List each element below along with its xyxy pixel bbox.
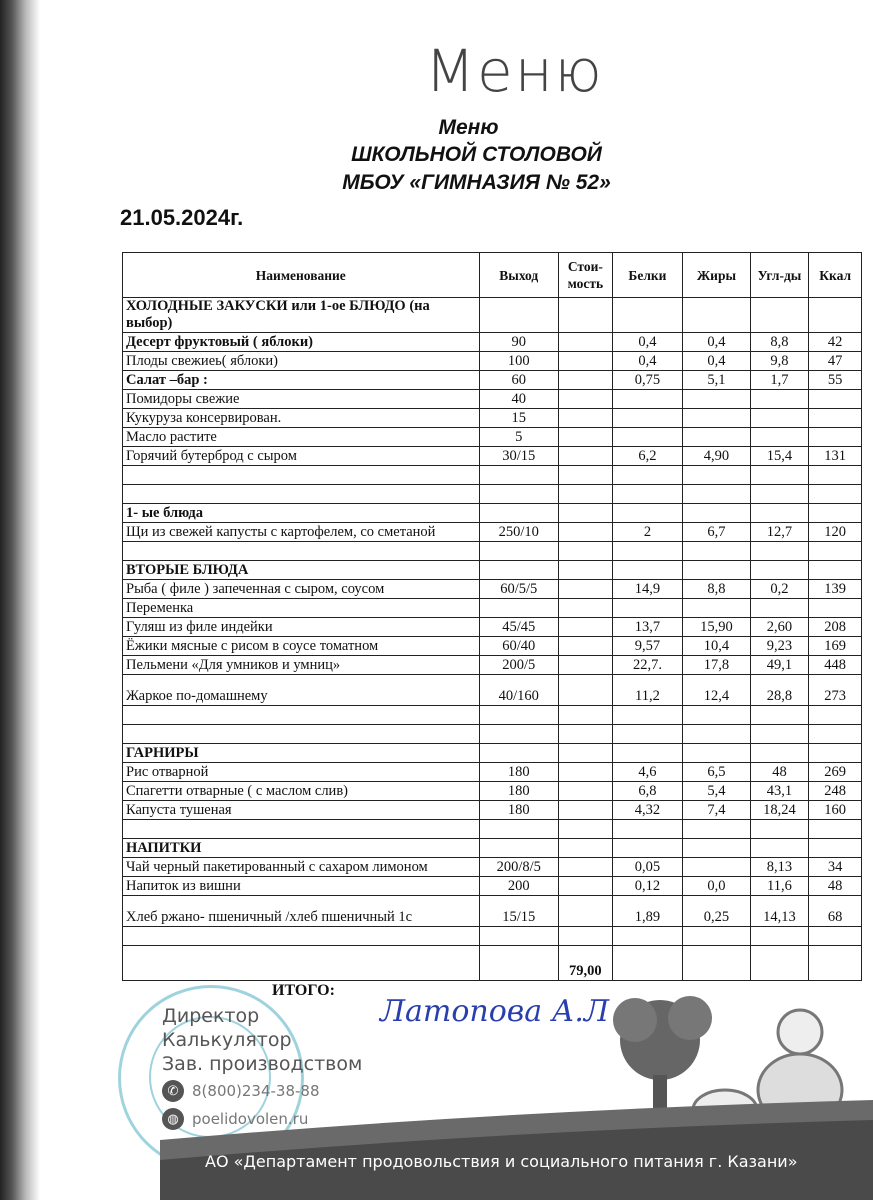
cell-cost: [558, 618, 612, 637]
cell-cost: [558, 485, 612, 504]
cell-cost: [558, 896, 612, 927]
cell-fat: 7,4: [683, 801, 751, 820]
cell-kcal: 68: [809, 896, 862, 927]
cell-kcal: 42: [809, 333, 862, 352]
cell-carbs: [750, 409, 809, 428]
cell-kcal: 269: [809, 763, 862, 782]
table-row: [123, 352, 862, 371]
cell-output: 60/40: [479, 637, 558, 656]
table-row: [123, 656, 862, 675]
cell-cost: [558, 352, 612, 371]
cell-protein: [612, 542, 682, 561]
cell-fat: [683, 706, 751, 725]
roles-list: [162, 1004, 362, 1076]
cell-carbs: 49,1: [750, 656, 809, 675]
cell-fat: 17,8: [683, 656, 751, 675]
cell-protein: 0,12: [612, 877, 682, 896]
cell-output: 30/15: [479, 447, 558, 466]
cell-protein: 0,05: [612, 858, 682, 877]
cell-kcal: 48: [809, 877, 862, 896]
cell-cost: [558, 706, 612, 725]
table-row: [123, 561, 862, 580]
menu-date: 21.05.2024г.: [120, 205, 244, 230]
header-output: Выход: [479, 253, 558, 298]
table-row: [123, 725, 862, 744]
cell-protein: [612, 599, 682, 618]
cell-name: Плоды свежиеь( яблоки): [123, 352, 480, 371]
cell-cost: [558, 333, 612, 352]
cell-output: [479, 927, 558, 946]
cell-carbs: [750, 542, 809, 561]
header-protein: Белки: [612, 253, 682, 298]
table-row: [123, 298, 862, 333]
cell-kcal: 139: [809, 580, 862, 599]
globe-icon: ◍: [162, 1108, 184, 1130]
cell-name: [123, 927, 480, 946]
cell-name: Жаркое по-домашнему: [123, 675, 480, 706]
menu-table: [122, 252, 862, 981]
cell-kcal: 448: [809, 656, 862, 675]
cell-cost: [558, 298, 612, 333]
cell-name: Щи из свежей капусты с картофелем, со сметаной: [123, 523, 480, 542]
cell-carbs: [750, 561, 809, 580]
total-label: ИТОГО:: [272, 982, 335, 999]
cell-cost: [558, 523, 612, 542]
table-row: [123, 858, 862, 877]
cell-carbs: [750, 485, 809, 504]
cell-kcal: 273: [809, 675, 862, 706]
cell-kcal: [809, 946, 862, 981]
cell-carbs: 8,8: [750, 333, 809, 352]
cell-carbs: 28,8: [750, 675, 809, 706]
cell-cost: [558, 656, 612, 675]
cell-output: [479, 744, 558, 763]
cell-kcal: [809, 485, 862, 504]
cell-cost: [558, 542, 612, 561]
cell-carbs: [750, 599, 809, 618]
cell-protein: 14,9: [612, 580, 682, 599]
cell-protein: [612, 561, 682, 580]
footer-band: [160, 1100, 873, 1200]
cell-protein: [612, 298, 682, 333]
cell-name: Кукуруза консервирован.: [123, 409, 480, 428]
cell-protein: [612, 946, 682, 981]
cell-protein: 6,2: [612, 447, 682, 466]
cell-fat: 15,90: [683, 618, 751, 637]
cell-name: Рис отварной: [123, 763, 480, 782]
cell-cost: [558, 504, 612, 523]
cell-kcal: 208: [809, 618, 862, 637]
table-row: [123, 706, 862, 725]
cell-cost: [558, 466, 612, 485]
role-director: Директор: [162, 1005, 260, 1027]
cell-output: [479, 561, 558, 580]
table-row: [123, 466, 862, 485]
table-row: [123, 333, 862, 352]
cell-kcal: 160: [809, 801, 862, 820]
cell-fat: [683, 298, 751, 333]
table-row: [123, 580, 862, 599]
cell-output: [479, 706, 558, 725]
cell-output: 180: [479, 763, 558, 782]
role-calculator: Калькулятор: [162, 1029, 292, 1051]
cell-protein: 0,4: [612, 333, 682, 352]
cell-cost: [558, 801, 612, 820]
table-row: [123, 428, 862, 447]
cell-output: [479, 725, 558, 744]
cell-cost: [558, 877, 612, 896]
cell-carbs: 9,8: [750, 352, 809, 371]
header-fat: Жиры: [683, 253, 751, 298]
cell-protein: [612, 390, 682, 409]
cell-output: [479, 599, 558, 618]
cell-carbs: 9,23: [750, 637, 809, 656]
cell-cost: [558, 782, 612, 801]
table-row: [123, 744, 862, 763]
cell-cost: [558, 409, 612, 428]
cell-carbs: [750, 744, 809, 763]
table-row: [123, 782, 862, 801]
cell-kcal: 248: [809, 782, 862, 801]
cell-kcal: 34: [809, 858, 862, 877]
cell-fat: 6,5: [683, 763, 751, 782]
table-row: [123, 371, 862, 390]
cell-name: Салат –бар :: [123, 371, 480, 390]
table-row: [123, 946, 862, 981]
cell-kcal: [809, 706, 862, 725]
cell-fat: [683, 725, 751, 744]
cell-cost: [558, 927, 612, 946]
cell-name: Гуляш из филе индейки: [123, 618, 480, 637]
cell-carbs: 14,13: [750, 896, 809, 927]
cell-kcal: [809, 839, 862, 858]
cell-name: [123, 542, 480, 561]
footer-organization: АО «Департамент продовольствия и социального питания г. Казани»: [205, 1152, 798, 1171]
signature: Латопова А.Л: [380, 994, 609, 1029]
cell-cost: [558, 599, 612, 618]
cell-name: 1- ые блюда: [123, 504, 480, 523]
cell-carbs: 43,1: [750, 782, 809, 801]
table-row: [123, 523, 862, 542]
cell-name: [123, 466, 480, 485]
cell-kcal: [809, 927, 862, 946]
cell-fat: 0,25: [683, 896, 751, 927]
cell-kcal: [809, 428, 862, 447]
cell-name: Ёжики мясные с рисом в соусе томатном: [123, 637, 480, 656]
cell-fat: 0,0: [683, 877, 751, 896]
cell-protein: 4,32: [612, 801, 682, 820]
cell-output: [479, 542, 558, 561]
cell-fat: [683, 409, 751, 428]
phone-number: 8(800)234-38-88: [192, 1082, 320, 1100]
header-name: Наименование: [123, 253, 480, 298]
cell-name: ГАРНИРЫ: [123, 744, 480, 763]
cell-cost: [558, 371, 612, 390]
cell-output: 40: [479, 390, 558, 409]
cell-name: Напиток из вишни: [123, 877, 480, 896]
cell-cost: [558, 744, 612, 763]
cell-carbs: 8,13: [750, 858, 809, 877]
title-school: МБОУ «ГИМНАЗИЯ № 52»: [342, 171, 611, 194]
handwritten-title: Меню: [425, 37, 604, 105]
phone-icon: ✆: [162, 1080, 184, 1102]
cell-name: Переменка: [123, 599, 480, 618]
cell-kcal: [809, 390, 862, 409]
table-row: [123, 599, 862, 618]
header-kcal: Ккал: [809, 253, 862, 298]
cell-output: [479, 839, 558, 858]
cell-output: [479, 504, 558, 523]
cell-cost: [558, 447, 612, 466]
cell-protein: [612, 820, 682, 839]
cell-fat: [683, 485, 751, 504]
cell-fat: [683, 839, 751, 858]
cell-kcal: [809, 744, 862, 763]
role-production-head: Зав. производством: [162, 1053, 363, 1075]
cell-output: [479, 485, 558, 504]
cell-protein: 0,75: [612, 371, 682, 390]
cell-name: [123, 946, 480, 981]
cell-carbs: [750, 927, 809, 946]
cell-cost: [558, 858, 612, 877]
table-row: [123, 801, 862, 820]
website-link: poelidovolen.ru: [192, 1110, 309, 1128]
cell-kcal: [809, 466, 862, 485]
cell-carbs: 1,7: [750, 371, 809, 390]
table-header: [123, 253, 862, 298]
cell-cost: 79,00: [558, 946, 612, 981]
cell-protein: [612, 725, 682, 744]
cell-cost: [558, 839, 612, 858]
cell-protein: 2: [612, 523, 682, 542]
cell-fat: [683, 428, 751, 447]
cell-carbs: 0,2: [750, 580, 809, 599]
header-cost: Стои-мость: [558, 253, 612, 298]
cell-output: 5: [479, 428, 558, 447]
cell-carbs: [750, 839, 809, 858]
cell-output: [479, 820, 558, 839]
table-row: [123, 447, 862, 466]
cell-name: [123, 820, 480, 839]
cell-carbs: [750, 428, 809, 447]
cell-kcal: [809, 298, 862, 333]
cell-name: Спагетти отварные ( с маслом слив): [123, 782, 480, 801]
cell-name: Десерт фруктовый ( яблоки): [123, 333, 480, 352]
cell-carbs: 12,7: [750, 523, 809, 542]
cell-fat: [683, 599, 751, 618]
table-row: [123, 485, 862, 504]
cell-fat: [683, 946, 751, 981]
cell-carbs: 11,6: [750, 877, 809, 896]
cell-output: 180: [479, 801, 558, 820]
cell-name: [123, 706, 480, 725]
table-row: [123, 839, 862, 858]
cell-protein: [612, 504, 682, 523]
cell-fat: [683, 561, 751, 580]
cell-carbs: [750, 298, 809, 333]
cell-output: [479, 946, 558, 981]
cell-fat: 8,8: [683, 580, 751, 599]
cell-name: [123, 725, 480, 744]
cell-protein: [612, 927, 682, 946]
cell-carbs: [750, 706, 809, 725]
title-menu: Меню: [438, 116, 499, 139]
table-row: [123, 409, 862, 428]
cell-protein: 9,57: [612, 637, 682, 656]
cell-protein: [612, 706, 682, 725]
cell-name: Помидоры свежие: [123, 390, 480, 409]
cell-name: Чай черный пакетированный с сахаром лимоном: [123, 858, 480, 877]
title-canteen: ШКОЛЬНОЙ СТОЛОВОЙ: [351, 143, 602, 166]
cell-carbs: 48: [750, 763, 809, 782]
cell-fat: [683, 504, 751, 523]
table-row: [123, 820, 862, 839]
cell-cost: [558, 725, 612, 744]
cell-protein: 11,2: [612, 675, 682, 706]
cell-kcal: [809, 599, 862, 618]
cell-kcal: [809, 542, 862, 561]
cell-fat: [683, 927, 751, 946]
cell-fat: 5,4: [683, 782, 751, 801]
cell-carbs: 15,4: [750, 447, 809, 466]
cell-fat: 0,4: [683, 352, 751, 371]
cell-name: ХОЛОДНЫЕ ЗАКУСКИ или 1-ое БЛЮДО (на выбор): [123, 298, 480, 333]
cell-kcal: 55: [809, 371, 862, 390]
cell-fat: [683, 858, 751, 877]
cell-protein: [612, 485, 682, 504]
cell-output: 200/8/5: [479, 858, 558, 877]
cell-kcal: 131: [809, 447, 862, 466]
cell-kcal: [809, 409, 862, 428]
cell-name: [123, 485, 480, 504]
cell-fat: 4,90: [683, 447, 751, 466]
cell-carbs: [750, 466, 809, 485]
table-row: [123, 618, 862, 637]
table-row: [123, 763, 862, 782]
cell-output: 180: [479, 782, 558, 801]
cell-name: НАПИТКИ: [123, 839, 480, 858]
cell-cost: [558, 675, 612, 706]
cell-output: 200: [479, 877, 558, 896]
cell-name: Масло растите: [123, 428, 480, 447]
cell-output: 90: [479, 333, 558, 352]
cell-carbs: [750, 390, 809, 409]
cell-output: 250/10: [479, 523, 558, 542]
cell-carbs: [750, 504, 809, 523]
cell-protein: 4,6: [612, 763, 682, 782]
cell-carbs: 2,60: [750, 618, 809, 637]
cell-carbs: [750, 946, 809, 981]
cell-carbs: [750, 725, 809, 744]
cell-output: 100: [479, 352, 558, 371]
table-row: [123, 927, 862, 946]
cell-fat: [683, 466, 751, 485]
cell-output: 60/5/5: [479, 580, 558, 599]
cell-output: [479, 298, 558, 333]
cell-kcal: 120: [809, 523, 862, 542]
cell-output: 40/160: [479, 675, 558, 706]
scan-edge: [0, 0, 40, 1200]
cell-protein: 13,7: [612, 618, 682, 637]
cell-protein: [612, 839, 682, 858]
table-row: [123, 637, 862, 656]
cell-fat: 5,1: [683, 371, 751, 390]
table-row: [123, 896, 862, 927]
cell-protein: [612, 409, 682, 428]
cell-output: 15/15: [479, 896, 558, 927]
cell-fat: [683, 542, 751, 561]
cell-name: Пельмени «Для умников и умниц»: [123, 656, 480, 675]
table-row: [123, 504, 862, 523]
cell-cost: [558, 637, 612, 656]
cell-kcal: 169: [809, 637, 862, 656]
header-carbs: Угл-ды: [750, 253, 809, 298]
cell-fat: 10,4: [683, 637, 751, 656]
cell-output: 15: [479, 409, 558, 428]
cell-name: Хлеб ржано- пшеничный /хлеб пшеничный 1с: [123, 896, 480, 927]
cell-protein: 22,7.: [612, 656, 682, 675]
cell-protein: [612, 428, 682, 447]
cell-cost: [558, 390, 612, 409]
cell-cost: [558, 820, 612, 839]
cell-fat: [683, 390, 751, 409]
cell-name: ВТОРЫЕ БЛЮДА: [123, 561, 480, 580]
cell-kcal: [809, 561, 862, 580]
table-row: [123, 877, 862, 896]
cell-name: Капуста тушеная: [123, 801, 480, 820]
cell-cost: [558, 580, 612, 599]
cell-output: 60: [479, 371, 558, 390]
cell-protein: 6,8: [612, 782, 682, 801]
cell-name: Рыба ( филе ) запеченная с сыром, соусом: [123, 580, 480, 599]
cell-cost: [558, 428, 612, 447]
cell-fat: 6,7: [683, 523, 751, 542]
cell-output: [479, 466, 558, 485]
cell-kcal: 47: [809, 352, 862, 371]
table-row: [123, 675, 862, 706]
cell-fat: 0,4: [683, 333, 751, 352]
phone-contact: [162, 1080, 320, 1102]
cell-kcal: [809, 725, 862, 744]
table-row: [123, 390, 862, 409]
cell-protein: 1,89: [612, 896, 682, 927]
cell-protein: [612, 744, 682, 763]
cell-name: Горячий бутерброд с сыром: [123, 447, 480, 466]
cell-protein: [612, 466, 682, 485]
cell-carbs: 18,24: [750, 801, 809, 820]
table-row: [123, 542, 862, 561]
cell-protein: 0,4: [612, 352, 682, 371]
cell-fat: 12,4: [683, 675, 751, 706]
cell-fat: [683, 820, 751, 839]
cell-output: 45/45: [479, 618, 558, 637]
cell-kcal: [809, 820, 862, 839]
cell-output: 200/5: [479, 656, 558, 675]
cell-fat: [683, 744, 751, 763]
cell-kcal: [809, 504, 862, 523]
cell-cost: [558, 763, 612, 782]
cell-cost: [558, 561, 612, 580]
cell-carbs: [750, 820, 809, 839]
